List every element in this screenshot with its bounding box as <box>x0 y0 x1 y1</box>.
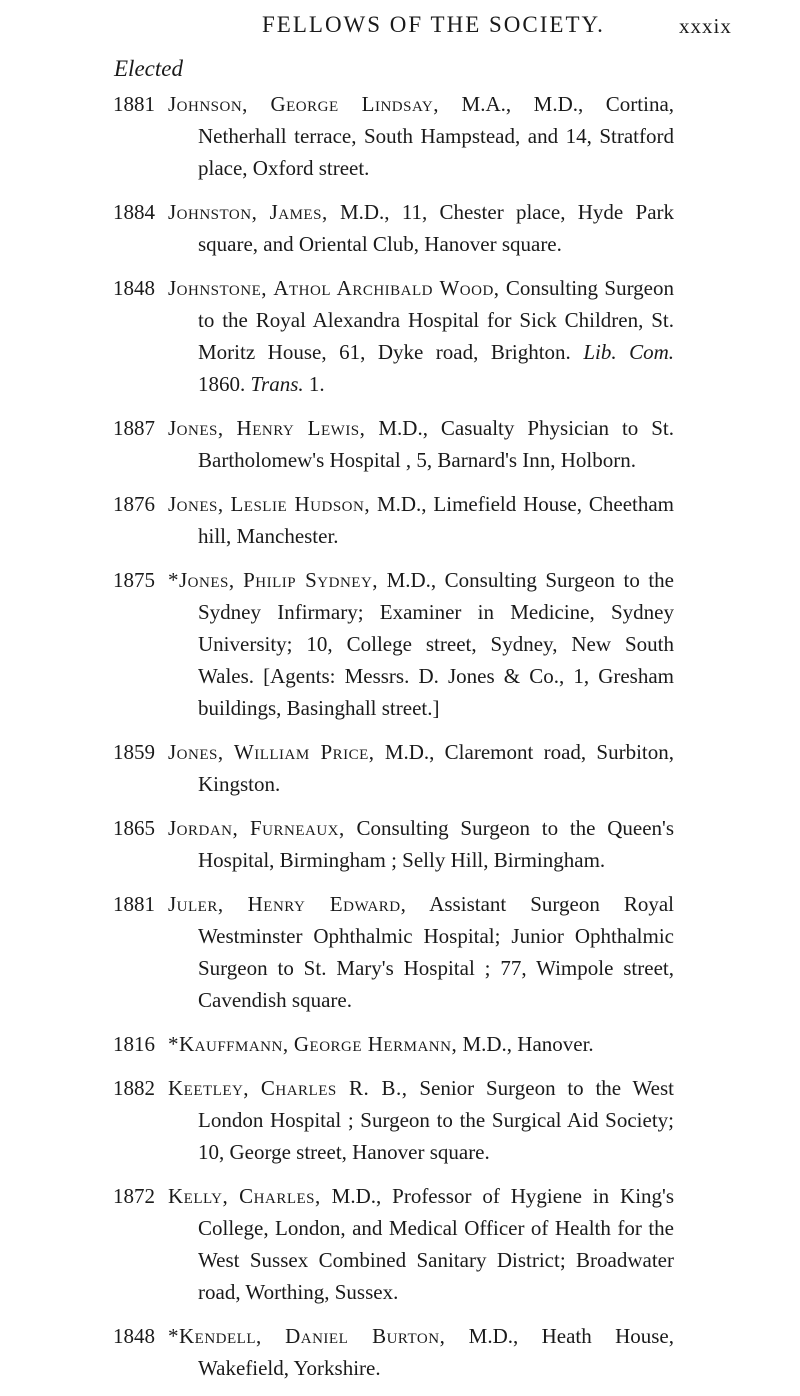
library-year: 1860. <box>198 372 246 396</box>
entry-year: 1816 <box>113 1032 155 1056</box>
entry-forenames: Henry Edward, <box>247 892 407 916</box>
column-head-elected: Elected <box>114 56 183 81</box>
entry-surname: Kelly, <box>168 1184 229 1208</box>
entry-year: 1887 <box>113 416 155 440</box>
entry-text <box>168 412 674 476</box>
entry-surname: Jones, <box>168 492 224 516</box>
list-item <box>0 488 800 552</box>
entry-surname: Juler, <box>168 892 224 916</box>
entry-surname: Johnstone, <box>168 276 267 300</box>
entry-forenames: Charles, <box>239 1184 321 1208</box>
list-item <box>0 196 800 260</box>
fellows-list <box>0 88 800 1396</box>
entry-details: M.D., Casualty Physician to St. Bartholomew's Hospital , 5, Barnard's Inn, Holborn. <box>198 416 674 472</box>
running-head <box>0 12 800 42</box>
list-item <box>0 1072 800 1168</box>
entry-year: 1881 <box>113 92 155 116</box>
entry-surname: Jones, <box>168 740 224 764</box>
entry-details: M.D., Hanover. <box>457 1032 594 1056</box>
entry-year: 1859 <box>113 740 155 764</box>
entry-text <box>168 564 675 724</box>
entry-surname: Keetley, <box>168 1076 250 1100</box>
list-item <box>0 272 800 400</box>
entry-surname: *Jones, <box>168 568 235 592</box>
entry-text <box>168 488 675 552</box>
list-item <box>0 88 800 184</box>
entry-details: Consulting Surgeon to the Royal Alexandra Hospital for Sick Children, St. Moritz House, 61, Dyke road, Brighton. <box>198 276 675 364</box>
entry-year: 1848 <box>113 1324 155 1348</box>
entry-forenames: Furneaux, <box>250 816 345 840</box>
list-item <box>0 888 800 1016</box>
entry-surname: *Kauffmann, <box>168 1032 289 1056</box>
entry-text <box>168 272 675 400</box>
entry-text <box>168 196 675 260</box>
entry-year: 1865 <box>113 816 155 840</box>
entry-year: 1884 <box>113 200 155 224</box>
entry-details: M.A., M.D., Cortina, Netherhall terrace, South Hampstead, and 14, Stratford place, Oxford street. <box>198 92 675 180</box>
transactions-count: 1. <box>308 372 325 396</box>
entry-text <box>168 888 675 1016</box>
list-item <box>0 412 800 476</box>
entry-forenames: Leslie Hudson, <box>230 492 371 516</box>
entry-details: M.D., Professor of Hygiene in King's College, London, and Medical Officer of Health for the West Sussex Combined Sanitary District; Broadwater road, Worthing, Sussex. <box>198 1184 674 1304</box>
entry-surname: Johnson, <box>168 92 248 116</box>
entry-forenames: William Price, <box>233 740 375 764</box>
entry-surname: Jordan, <box>168 816 239 840</box>
list-item <box>0 564 800 724</box>
list-item <box>0 812 800 876</box>
library-reference: Lib. Com. <box>583 340 675 364</box>
entry-forenames: George Lindsay, <box>270 92 440 116</box>
entry-surname: Jones, <box>168 416 224 440</box>
entry-year: 1875 <box>113 568 155 592</box>
entry-forenames: Henry Lewis, <box>236 416 366 440</box>
list-item <box>0 1180 800 1308</box>
entry-details: Consulting Surgeon to the Queen's Hospital, Birmingham ; Selly Hill, Birmingham. <box>198 816 674 872</box>
page-number: xxxix <box>679 14 732 38</box>
entry-forenames: Daniel Burton, <box>285 1324 446 1348</box>
entry-year: 1876 <box>113 492 155 516</box>
entry-text <box>168 1028 674 1060</box>
entry-forenames: Athol Archibald Wood, <box>273 276 500 300</box>
entry-year: 1881 <box>113 892 155 916</box>
entry-text <box>168 1180 674 1308</box>
running-title: FELLOWS OF THE SOCIETY. <box>262 12 605 37</box>
entry-text <box>168 812 674 876</box>
entry-year: 1882 <box>113 1076 155 1100</box>
entry-forenames: George Hermann, <box>293 1032 458 1056</box>
entry-text <box>168 1072 675 1168</box>
entry-forenames: James, <box>269 200 328 224</box>
entry-surname: *Kendell, <box>168 1324 262 1348</box>
list-item <box>0 736 800 800</box>
entry-forenames: Charles R. B., <box>260 1076 408 1100</box>
entry-surname: Johnston, <box>168 200 258 224</box>
entry-text <box>168 88 675 184</box>
list-item <box>0 1320 800 1384</box>
entry-details: Assistant Surgeon Royal Westminster Ophthalmic Hospital; Junior Ophthalmic Surgeon to St. Mary's Hospital ; 77, Wimpole street, Cavendish square. <box>198 892 675 1012</box>
entry-details: M.D., 11, Chester place, Hyde Park square, and Oriental Club, Hanover square. <box>198 200 675 256</box>
entry-details: M.D., Consulting Surgeon to the Sydney Infirmary; Examiner in Medicine, Sydney University; 10, College street, Sydney, New South Wales. [Agents: Messrs. D. Jones & Co., 1, Gresham buildings, Basinghall street.] <box>198 568 675 720</box>
entry-text <box>168 1320 674 1384</box>
entry-text <box>168 736 675 800</box>
entry-details: M.D., Limefield House, Cheetham hill, Manchester. <box>198 492 675 548</box>
entry-forenames: Philip Sydney, <box>243 568 379 592</box>
entry-details: M.D., Heath House, Wakefield, Yorkshire. <box>198 1324 674 1380</box>
entry-year: 1848 <box>113 276 155 300</box>
list-item <box>0 1028 800 1060</box>
entry-year: 1872 <box>113 1184 155 1208</box>
transactions-reference: Trans. <box>250 372 304 396</box>
entry-details: Senior Surgeon to the West London Hospital ; Surgeon to the Surgical Aid Society; 10, George street, Hanover square. <box>198 1076 675 1164</box>
entry-details: M.D., Claremont road, Surbiton, Kingston. <box>198 740 675 796</box>
